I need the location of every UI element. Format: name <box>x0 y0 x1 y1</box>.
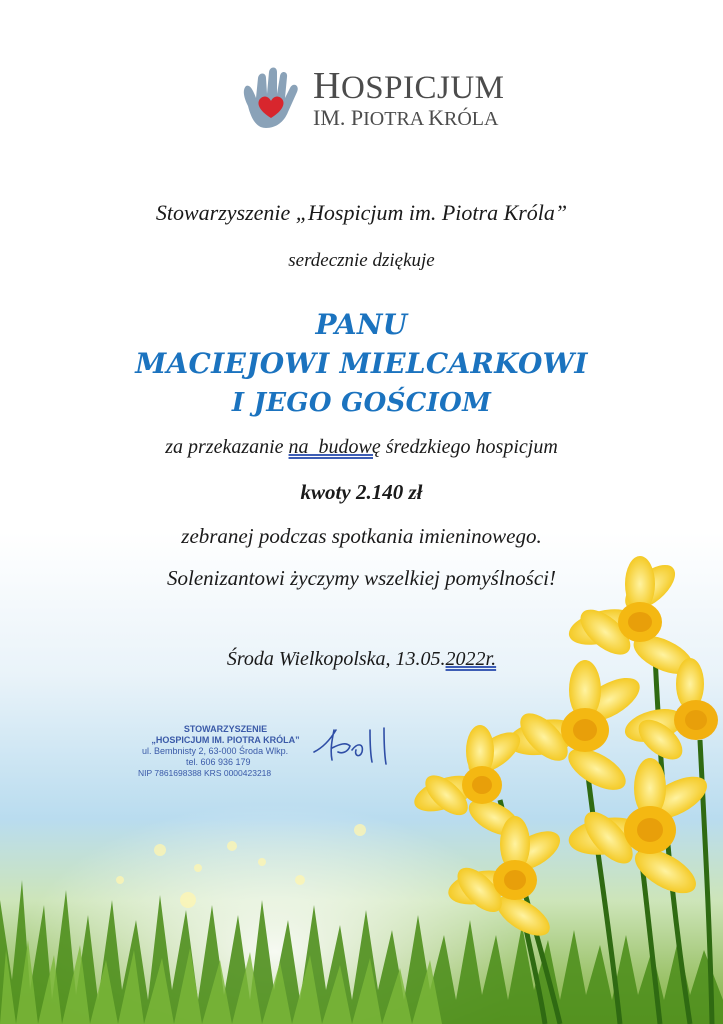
logo-subtitle: IM. PIOTRA KRÓLA <box>313 105 499 130</box>
association-stamp <box>138 724 313 779</box>
thanks-line: serdecznie dziękuje <box>288 250 435 271</box>
purpose-underlined: na budowę <box>288 436 381 458</box>
stamp-line-2: „HOSPICJUM IM. PIOTRA KRÓLA” <box>151 735 300 745</box>
purpose-line <box>0 436 723 459</box>
stamp-line-4: tel. 606 936 179 <box>186 757 251 767</box>
recipient-title: PANU <box>315 308 408 341</box>
association-name-line: Stowarzyszenie „Hospicjum im. Piotra Króla” <box>155 200 568 225</box>
wishes-line: Solenizantowi życzymy wszelkiej pomyślności! <box>166 566 556 590</box>
occasion-line: zebranej podczas spotkania imieninowego. <box>181 524 542 548</box>
purpose-post: średzkiego hospicjum <box>385 436 558 458</box>
recipient-guests: I JEGO GOŚCIOM <box>231 388 492 418</box>
stamp-line-5: NIP 7861698388 KRS 0000423218 <box>138 768 272 778</box>
hospice-logo <box>238 62 518 138</box>
purpose-pre: za przekazanie <box>165 436 284 458</box>
place-year: 2022r. <box>445 648 497 670</box>
stamp-line-3: ul. Bembnisty 2, 63-000 Środa Wlkp. <box>142 746 289 756</box>
recipient-name: MACIEJOWI MIELCARKOWI <box>135 347 588 380</box>
amount-line: kwoty 2.140 zł <box>300 480 423 504</box>
logo-title: HOSPICJUM <box>313 65 505 107</box>
stamp-line-1: STOWARZYSZENIE <box>183 724 268 734</box>
place-date: Środa Wielkopolska, 13.05. <box>226 648 446 670</box>
place-date-line <box>0 648 723 671</box>
signature <box>308 722 404 768</box>
hand-heart-icon <box>238 66 308 132</box>
